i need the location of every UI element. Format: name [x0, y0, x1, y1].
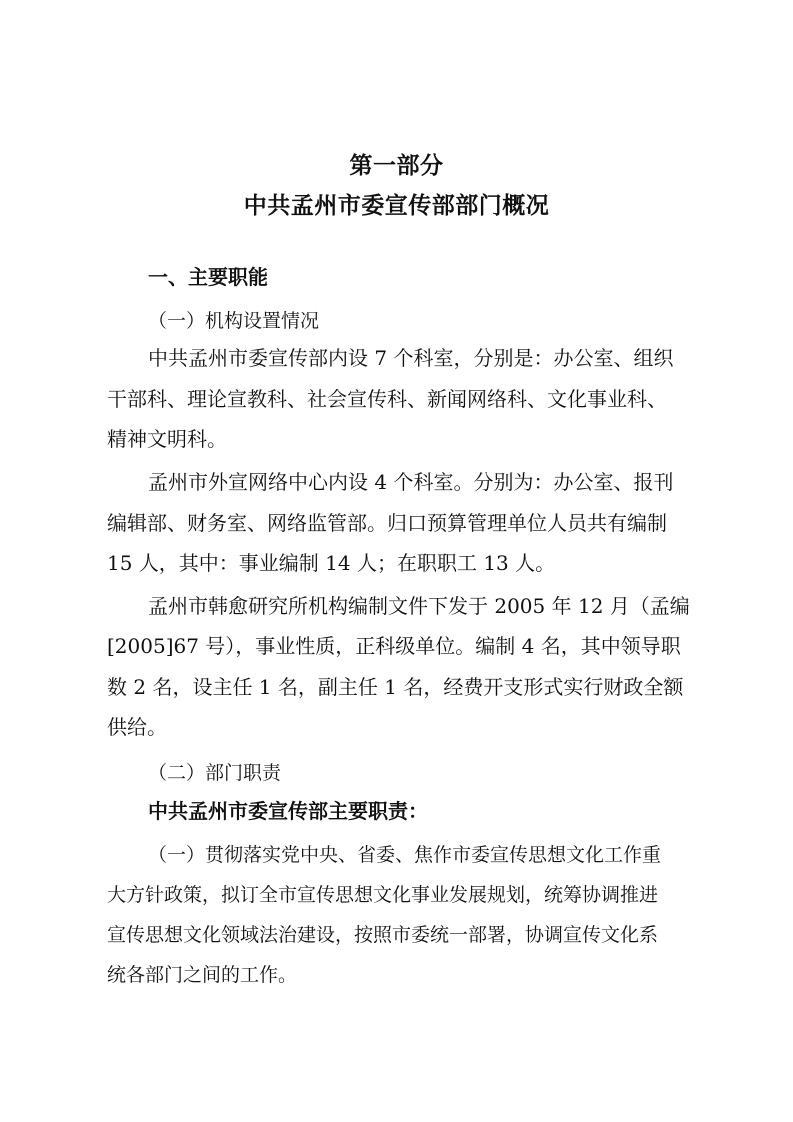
paragraph-line: 供给。	[107, 715, 167, 739]
department-title: 中共孟州市委宣传部部门概况	[243, 193, 550, 219]
paragraph-line: 统各部门之间的工作。	[107, 964, 298, 986]
paragraph-line: 15 人，其中：事业编制 14 人；在职职工 13 人。	[107, 551, 556, 575]
paragraph-line: （一）贯彻落实党中央、省委、焦作市委宣传思想文化工作重	[148, 844, 662, 866]
subsection-heading-org-setup: （一）机构设置情况	[148, 310, 320, 332]
paragraph-line: 干部科、理论宣教科、社会宣传科、新闻网络科、文化事业科、	[107, 387, 667, 411]
paragraph-line: 宣传思想文化领域法治建设，按照市委统一部署，协调宣传文化系	[107, 924, 659, 946]
paragraph-line: [2005]67 号），事业性质，正科级单位。编制 4 名，其中领导职	[107, 634, 681, 658]
paragraph-line: 孟州市韩愈研究所机构编制文件下发于 2005 年 12 月（孟编	[148, 594, 690, 618]
paragraph-line: 孟州市外宣网络中心内设 4 个科室。分别为：办公室、报刊	[148, 470, 674, 494]
paragraph-line: 精神文明科。	[107, 427, 227, 451]
subsection-heading-duties: （二）部门职责	[148, 762, 282, 784]
paragraph-line: 大方针政策，拟订全市宣传思想文化事业发展规划，统筹协调推进	[107, 884, 659, 906]
paragraph-line: 数 2 名，设主任 1 名，副主任 1 名，经费开支形式实行财政全额	[107, 675, 684, 699]
part-title: 第一部分	[349, 153, 444, 179]
paragraph-line: 中共孟州市委宣传部内设 7 个科室，分别是：办公室、组织	[148, 346, 674, 370]
duties-heading: 中共孟州市委宣传部主要职责：	[148, 799, 428, 823]
section-heading-main-functions: 一、主要职能	[148, 265, 268, 289]
paragraph-line: 编辑部、财务室、网络监管部。归口预算管理单位人员共有编制	[107, 511, 667, 535]
